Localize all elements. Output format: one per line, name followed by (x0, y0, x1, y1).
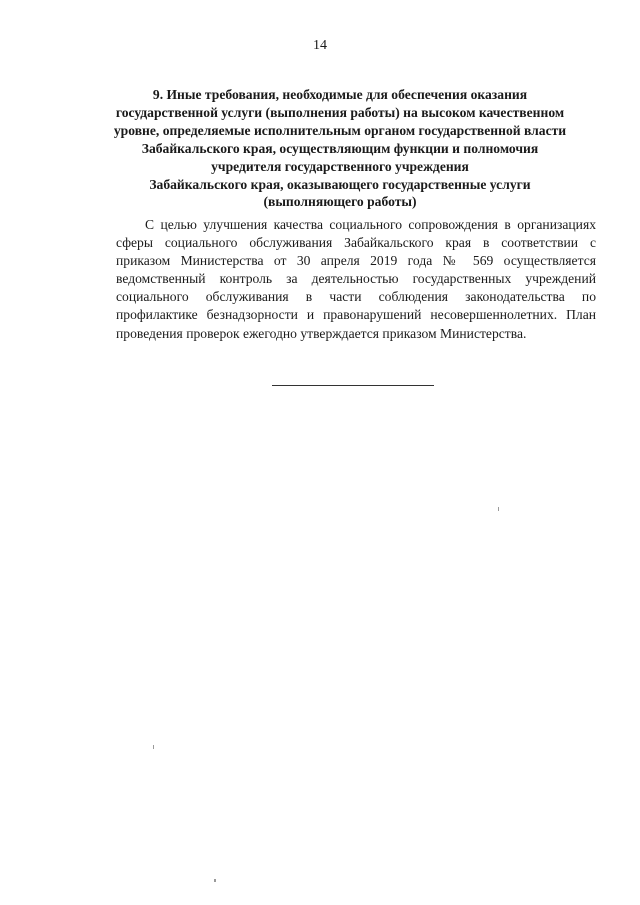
end-of-section-rule (272, 385, 434, 386)
paragraph-line: социального обслуживания в части соблюдения законодательства по (116, 289, 596, 305)
section-paragraph (116, 216, 596, 343)
scan-speck (153, 745, 154, 749)
section-heading (100, 86, 580, 211)
paragraph-line: сферы социального обслуживания Забайкальского края в соответствии с (116, 235, 596, 251)
scan-speck (498, 507, 499, 511)
section-heading-line: государственной услуги (выполнения работы) на высоком качественном (115, 104, 565, 120)
section-heading-line: 9. Иные требования, необходимые для обеспечения оказания (152, 87, 528, 102)
section-heading-line: Забайкальского края, оказывающего государственные услуги (149, 176, 531, 192)
scan-speck (214, 879, 216, 882)
paragraph-line: приказом Министерства от 30 апреля 2019 года № 569 осуществляется (116, 253, 596, 269)
paragraph-line: проведения проверок ежегодно утверждается приказом Министерства. (116, 325, 527, 341)
paragraph-line: ведомственный контроль за деятельностью государственных учреждений (116, 271, 596, 287)
paragraph-line: профилактике безнадзорности и правонарушений несовершеннолетних. План (116, 307, 596, 323)
section-heading-line: учредителя государственного учреждения (211, 158, 469, 174)
section-heading-line: (выполняющего работы) (263, 194, 417, 210)
page-number: 14 (313, 38, 327, 53)
section-heading-line: уровне, определяемые исполнительным органом государственной власти (113, 122, 567, 138)
paragraph-line: С целью улучшения качества социального сопровождения в организациях (145, 217, 596, 232)
section-heading-line: Забайкальского края, осуществляющим функции и полномочия (141, 140, 539, 156)
